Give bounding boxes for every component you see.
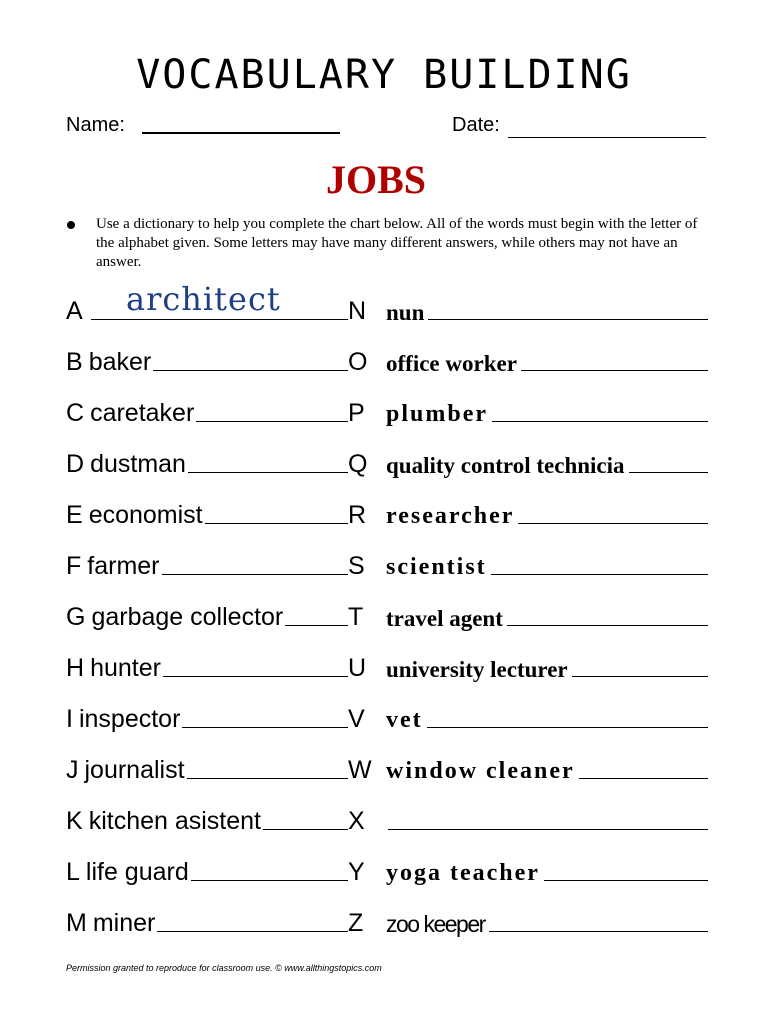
right-entry <box>348 386 708 428</box>
date-field[interactable] <box>508 137 706 138</box>
left-word: miner <box>92 909 156 937</box>
right-word: researcher <box>386 503 515 529</box>
right-letter: O <box>348 348 368 376</box>
answer-blank[interactable] <box>428 319 708 320</box>
right-entry <box>348 335 708 377</box>
answer-blank[interactable] <box>572 676 708 677</box>
right-letter: S <box>348 552 365 580</box>
answer-blank[interactable] <box>153 370 348 371</box>
left-letter: I <box>66 705 73 733</box>
right-entry <box>348 437 708 479</box>
right-word: yoga teacher <box>386 860 540 886</box>
right-letter: N <box>348 297 367 325</box>
left-entry <box>66 539 348 581</box>
left-letter: G <box>66 603 86 631</box>
chart-row <box>0 743 768 794</box>
left-entry <box>66 488 348 530</box>
right-entry <box>348 539 708 581</box>
answer-blank[interactable] <box>489 931 708 932</box>
answer-blank[interactable] <box>388 829 708 830</box>
chart-row <box>0 335 768 386</box>
left-entry <box>66 386 348 428</box>
chart-row <box>0 692 768 743</box>
chart-row <box>0 590 768 641</box>
answer-blank[interactable] <box>187 778 348 779</box>
left-entry <box>66 590 348 632</box>
left-word: caretaker <box>90 399 195 427</box>
chart-row <box>0 641 768 692</box>
right-letter: Y <box>348 858 365 886</box>
right-entry <box>348 641 708 683</box>
right-entry <box>348 590 708 632</box>
right-letter: V <box>348 705 365 733</box>
right-entry <box>348 692 708 734</box>
left-word: garbage collector <box>91 603 284 631</box>
right-word: quality control technicia <box>386 453 625 478</box>
left-letter: J <box>66 756 79 784</box>
left-entry <box>66 692 348 734</box>
answer-blank[interactable] <box>188 472 348 473</box>
left-word: economist <box>88 501 203 529</box>
answer-blank[interactable] <box>492 421 708 422</box>
left-word: kitchen asistent <box>88 807 262 835</box>
answer-blank[interactable] <box>518 523 708 524</box>
left-letter: F <box>66 552 82 580</box>
right-letter: R <box>348 501 367 529</box>
left-letter: L <box>66 858 80 886</box>
left-word: baker <box>88 348 152 376</box>
left-letter: D <box>66 450 85 478</box>
left-word: journalist <box>84 756 185 784</box>
handwritten-answer: architect <box>126 280 281 318</box>
left-entry <box>66 845 348 887</box>
left-word: life guard <box>85 858 189 886</box>
answer-blank[interactable] <box>196 421 348 422</box>
left-word: dustman <box>90 450 186 478</box>
right-letter: P <box>348 399 365 427</box>
answer-blank[interactable] <box>162 574 348 575</box>
instructions-text: Use a dictionary to help you complete the chart below. All of the words must begin with the letter of the alphabet given. Some letters may have many different answers, while others may not have an answer. <box>96 216 698 270</box>
date-label: Date: <box>452 114 500 136</box>
chart-row <box>0 539 768 590</box>
chart-row <box>0 488 768 539</box>
answer-blank[interactable] <box>263 829 348 830</box>
answer-blank[interactable] <box>544 880 708 881</box>
left-letter: C <box>66 399 85 427</box>
vocabulary-chart <box>0 280 768 947</box>
right-letter: Q <box>348 450 368 478</box>
right-word: nun <box>386 300 425 325</box>
left-entry <box>66 437 348 479</box>
right-entry <box>348 896 708 938</box>
left-word: hunter <box>90 654 161 682</box>
left-word: inspector <box>78 705 181 733</box>
left-entry <box>66 641 348 683</box>
chart-row <box>0 896 768 947</box>
worksheet-title: VOCABULARY BUILDING <box>136 52 632 98</box>
answer-blank[interactable] <box>629 472 708 473</box>
left-entry <box>66 284 348 326</box>
right-word: plumber <box>386 401 489 427</box>
answer-blank[interactable] <box>491 574 708 575</box>
chart-row <box>0 794 768 845</box>
name-field[interactable] <box>142 132 340 134</box>
answer-blank[interactable] <box>191 880 348 881</box>
left-entry <box>66 896 348 938</box>
right-word: travel agent <box>386 606 503 631</box>
left-entry <box>66 794 348 836</box>
right-word: window cleaner <box>386 758 575 784</box>
left-letter: E <box>66 501 83 529</box>
right-entry <box>348 488 708 530</box>
answer-blank[interactable] <box>427 727 708 728</box>
chart-row <box>0 437 768 488</box>
right-letter: W <box>348 756 372 784</box>
right-entry <box>348 845 708 887</box>
answer-blank[interactable] <box>579 778 708 779</box>
left-word: farmer <box>87 552 160 580</box>
left-entry <box>66 743 348 785</box>
chart-row <box>0 284 768 335</box>
bullet-icon <box>67 221 75 229</box>
answer-blank[interactable] <box>521 370 708 371</box>
right-letter: T <box>348 603 364 631</box>
left-letter: B <box>66 348 83 376</box>
right-word: university lecturer <box>386 657 568 682</box>
right-letter: Z <box>348 909 364 937</box>
answer-blank[interactable] <box>507 625 708 626</box>
answer-blank[interactable] <box>163 676 348 677</box>
right-word: scientist <box>386 554 487 580</box>
chart-row <box>0 386 768 437</box>
left-letter: H <box>66 654 85 682</box>
left-letter: K <box>66 807 83 835</box>
left-entry <box>66 335 348 377</box>
right-word: office worker <box>386 351 517 376</box>
left-letter: A <box>66 297 83 325</box>
right-letter: U <box>348 654 367 682</box>
name-label: Name: <box>66 114 125 136</box>
answer-blank[interactable] <box>205 523 348 524</box>
right-entry <box>348 284 708 326</box>
right-word: zoo keeper <box>386 911 485 937</box>
right-entry <box>348 794 708 836</box>
right-entry <box>348 743 708 785</box>
right-letter: X <box>348 807 365 835</box>
right-word: vet <box>386 707 423 733</box>
answer-blank[interactable] <box>157 931 348 932</box>
answer-blank[interactable] <box>182 727 348 728</box>
left-letter: M <box>66 909 87 937</box>
chart-row <box>0 845 768 896</box>
topic-heading: JOBS <box>325 157 427 202</box>
answer-blank[interactable] <box>91 319 348 320</box>
footer-note: Permission granted to reproduce for classroom use. © www.allthingstopics.com <box>66 963 382 973</box>
answer-blank[interactable] <box>285 625 348 626</box>
